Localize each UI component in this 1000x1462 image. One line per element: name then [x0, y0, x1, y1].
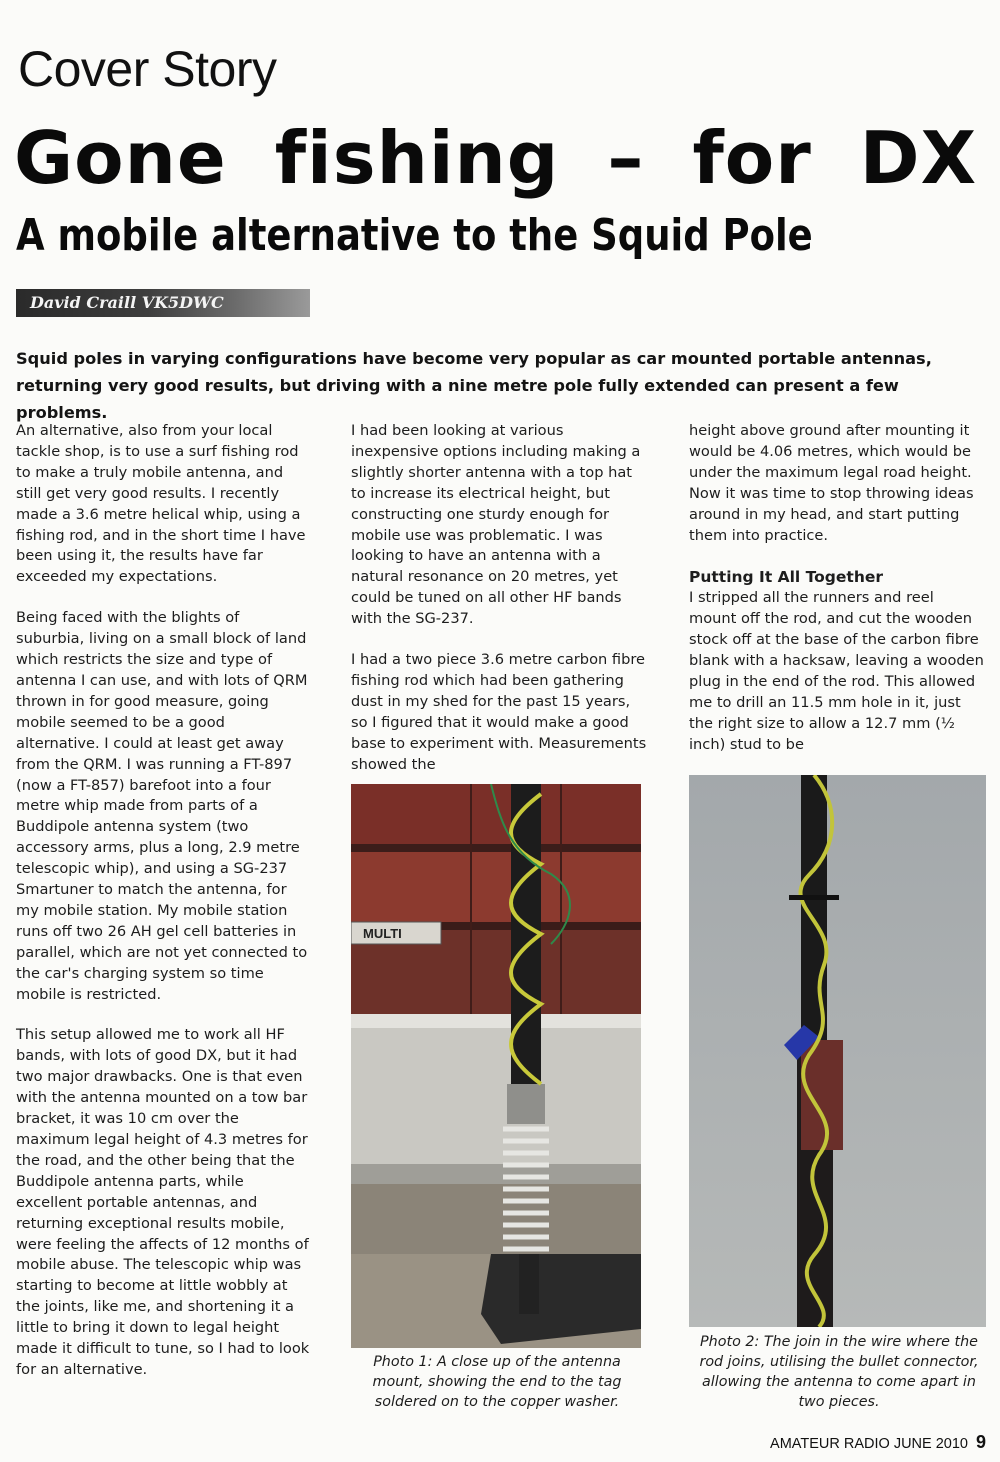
photo-wire-join-image [689, 775, 986, 1327]
section-subheading: Putting It All Together [689, 568, 884, 587]
photo-antenna-mount [351, 784, 641, 1348]
section-label: Cover Story [18, 41, 277, 97]
paragraph: Being faced with the blights of suburbia, living on a small block of land which restricts the size and type of antenna I can use, and with lots of QRM thrown in for good measure, going mobile seemed to be a good alternative. I could at least get away from the QRM. I was running a FT-897 (now a FT-857) barefoot into a four metre whip made from parts of a Buddipole antenna system (two accessory arms, plus a long, 2.9 metre telescopic whip), and using a SG-237 Smartuner to match the antenna, for my mobile station. My mobile station runs off two 26 AH gel cell batteries in parallel, which are not yet connected to the car's charging system so time mobile is restricted. [16, 609, 308, 1003]
article-subtitle: A mobile alternative to the Squid Pole [16, 210, 813, 261]
paragraph: I had been looking at various inexpensive options including making a slightly shorter antenna with a top hat to increase its electrical height, but constructing one sturdy enough for mobile use was problematic. I was looking to have an antenna with a natural resonance on 20 metres, yet could be tuned on all other HF bands with the SG-237. [351, 422, 641, 628]
paragraph: I stripped all the runners and reel mount off the rod, and cut the wooden stock off at the base of the carbon fibre blank with a hacksaw, leaving a wooden plug in the end of the rod. This allowed me to drill an 11.5 mm hole in it, just the right size to allow a 12.7 mm (½ inch) stud to be [689, 589, 984, 753]
byline: David Craill VK5DWC [16, 289, 310, 317]
paragraph: I had a two piece 3.6 metre carbon fibre fishing rod which had been gathering dust in my shed for the past 15 years, so I figured that it would make a good base to experiment with. Measurements showed the [351, 651, 647, 773]
column-1 [16, 421, 312, 1401]
photo-2-caption: Photo 2: The join in the wire where the rod joins, utilising the bullet connector, allowing the antenna to come apart in two pieces. [699, 1334, 979, 1410]
paragraph: This setup allowed me to work all HF bands, with lots of good DX, but it had two major drawbacks. One is that even with the antenna mounted on a tow bar bracket, it was 10 cm over the maximum legal height of 4.3 metres for the road, and the other being that the Buddipole antenna parts, while excellent portable antennas, and returning exceptional results mobile, were feeling the affects of 12 months of mobile abuse. The telescopic whip was starting to become at little wobbly at the joints, like me, and shortening it a little to bring it down to legal height made it difficult to tune, so I had to look for an alternative. [16, 1026, 310, 1378]
article-title: Gone fishing – for DX [14, 116, 978, 200]
photo-1-caption: Photo 1: A close up of the antenna mount, showing the end to the tag soldered on to the copper washer. [372, 1354, 622, 1410]
photo-antenna-mount-image [351, 784, 641, 1348]
page-footer [770, 1432, 986, 1453]
intro-paragraph: Squid poles in varying configurations have become very popular as car mounted portable antennas, returning very good results, but driving with a nine metre pole fully extended can present a few problems. [16, 349, 932, 422]
column-3 [689, 421, 985, 776]
paragraph: height above ground after mounting it would be 4.06 metres, which would be under the maximum legal road height. Now it was time to stop throwing ideas around in my head, and start putting them into practice. [689, 422, 974, 544]
paragraph: An alternative, also from your local tackle shop, is to use a surf fishing rod to make a truly mobile antenna, and still get very good results. I recently made a 3.6 metre helical whip, using a fishing rod, and in the short time I have been using it, the results have far exceeded my expectations. [16, 422, 306, 586]
page-number: 9 [975, 1432, 986, 1452]
publication-name: AMATEUR RADIO JUNE 2010 [770, 1436, 968, 1452]
column-2 [351, 421, 647, 796]
photo-wire-join [689, 775, 986, 1327]
car-badge-text: MULTI [363, 926, 402, 941]
